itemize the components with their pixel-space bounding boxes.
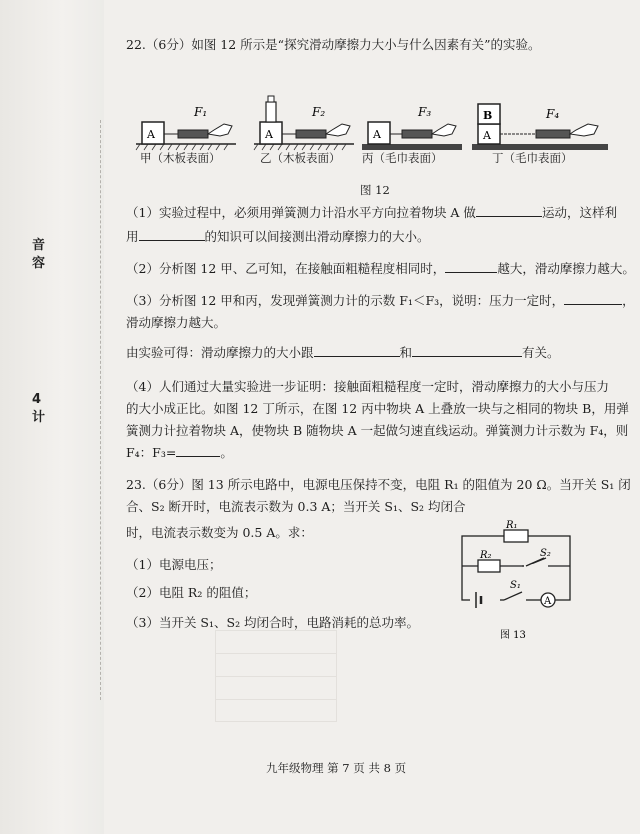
svg-text:A: A (483, 129, 491, 142)
s1-label: S₁ (510, 580, 521, 591)
q22-part1-text: 的知识可以间接测出滑动摩擦力的大小。 (204, 229, 430, 244)
svg-text:B: B (483, 109, 493, 122)
page-footer: 九年级物理 第 7 页 共 8 页 (266, 761, 407, 775)
q22-part3-text: ， (622, 293, 635, 308)
figure-13-caption: 图 13 (500, 630, 526, 641)
q22-part3-text: （3）分析图 12 甲和丙，发现弹簧测力计的示数 F₁＜F₃，说明：压力一定时， (126, 293, 565, 308)
figure-13-circuit (456, 520, 576, 650)
setup-ding (472, 104, 608, 150)
q22-part2-text: 越大，滑动摩擦力越大。 (497, 261, 635, 276)
q23-text: 合、S₂ 断开时，电流表示数为 0.3 A；当开关 S₁、S₂ 均闭合 (126, 499, 466, 514)
q22-conclusion-text: 和 (399, 345, 413, 360)
q22-part2-text: （2）分析图 12 甲、乙可知，在接触面粗糙程度相同时， (126, 261, 446, 276)
answer-blank[interactable] (412, 344, 522, 357)
answer-blank[interactable] (139, 228, 205, 241)
force-label: F₁ (194, 105, 208, 119)
svg-text:A: A (373, 128, 381, 141)
force-label: F₂ (312, 105, 326, 119)
label-ding: 丁（毛巾表面） (492, 151, 573, 165)
force-label: F₃ (418, 105, 432, 119)
q23-sub1: （1）电源电压； (126, 557, 222, 572)
q23-sub2: （2）电阻 R₂ 的阻值； (126, 585, 257, 600)
q22-part1-text: 运动，这样利 (541, 205, 617, 220)
r1-label: R₁ (506, 520, 518, 531)
ammeter-label: A (544, 596, 552, 607)
answer-blank[interactable] (476, 204, 542, 217)
binding-dashed-line (100, 120, 101, 700)
force-label: F₄ (546, 107, 560, 121)
r2-label: R₂ (480, 550, 492, 561)
q22-part4-text: 。 (220, 445, 233, 460)
q22-part4-text: F₄：F₃= (126, 445, 177, 460)
q22-part4-text: 的大小成正比。如图 12 丁所示，在图 12 丙中物块 A 上叠放一块与之相同的物块 B，用弹 (126, 401, 629, 416)
binding-margin (0, 0, 104, 834)
setup-jia (136, 105, 236, 150)
q22-part3-text: 滑动摩擦力越大。 (126, 315, 227, 330)
q22-part4-text: （4）人们通过大量实验进一步证明：接触面粗糙程度一定时，滑动摩擦力的大小与压力 (126, 379, 609, 394)
q22-header: 22.（6分）如图 12 所示是“探究滑动摩擦力大小与什么因素有关”的实验。 (126, 37, 541, 52)
margin-char: 4 (32, 392, 42, 407)
label-bing: 丙（毛巾表面） (362, 151, 443, 165)
q22-conclusion-text: 由实验可得：滑动摩擦力的大小跟 (126, 345, 314, 360)
answer-blank[interactable] (564, 292, 622, 305)
label-yi: 乙（木板表面） (260, 151, 341, 165)
faint-bleed-through-table (215, 630, 337, 722)
margin-char: 计 (32, 410, 46, 425)
setup-yi (254, 96, 354, 150)
label-jia: 甲（木板表面） (140, 151, 221, 165)
q22-part4-text: 簧测力计拉着物块 A，使物块 B 随物块 A 一起做匀速直线运动。弹簧测力计示数为 F₄，则 (126, 423, 629, 438)
margin-char: 音 (32, 238, 46, 253)
answer-blank[interactable] (176, 444, 220, 457)
s2-label: S₂ (540, 548, 551, 559)
q22-part1-text: 用 (126, 229, 139, 244)
answer-blank[interactable] (445, 260, 497, 273)
margin-char: 容 (32, 256, 46, 271)
q23-sub3: （3）当开关 S₁、S₂ 均闭合时，电路消耗的总功率。 (126, 615, 420, 630)
circuit-diagram (456, 520, 576, 646)
figure-12-caption: 图 12 (360, 183, 390, 197)
svg-text:A: A (265, 128, 273, 141)
setup-bing (362, 105, 462, 150)
q23-text: 时，电流表示数变为 0.5 A。求： (126, 525, 313, 540)
q22-part1-text: （1）实验过程中，必须用弹簧测力计沿水平方向拉着物块 A 做 (126, 205, 476, 220)
answer-blank[interactable] (314, 344, 400, 357)
q22-conclusion-text: 有关。 (522, 345, 560, 360)
q23-text: 23.（6分）图 13 所示电路中，电源电压保持不变，电阻 R₁ 的阻值为 20 Ω。当开关 S₁ 闭 (126, 477, 631, 492)
svg-text:A: A (147, 128, 155, 141)
